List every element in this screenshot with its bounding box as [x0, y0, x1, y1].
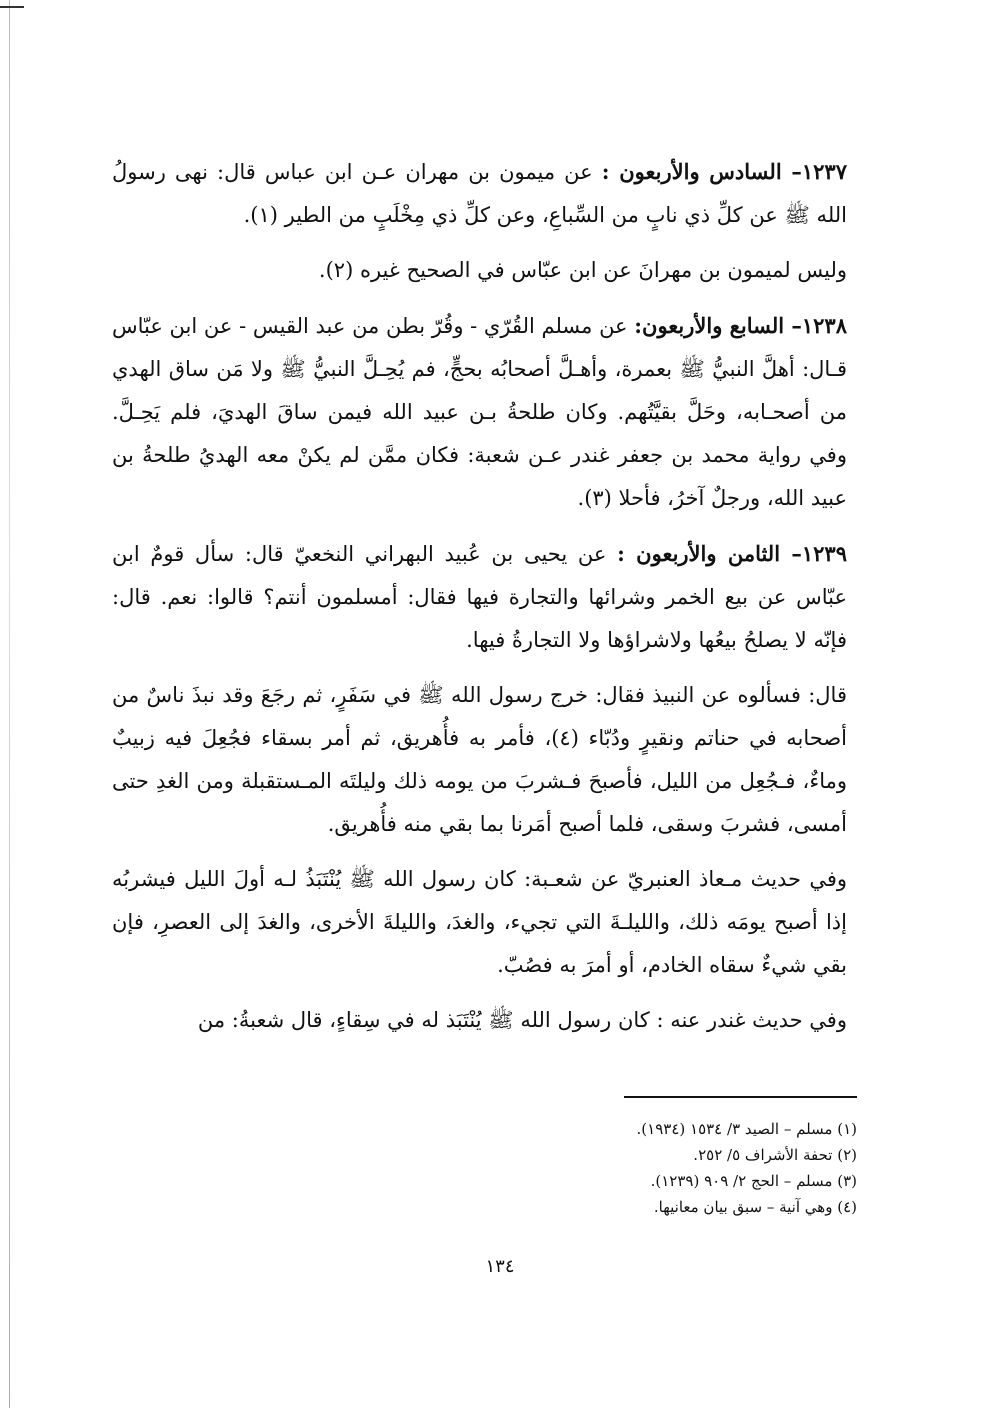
scan-corner-mark [0, 6, 24, 8]
paragraph-text: وفي حديث غندر عنه : كان رسول الله ﷺ يُنْتَبَذ له في سِقاءٍ، قال شعبةُ: من [197, 1008, 847, 1032]
continuation-paragraph [112, 674, 847, 846]
continuation-paragraph [112, 858, 847, 987]
continuation-paragraph [112, 999, 847, 1042]
footnote-item: (٢) تحفة الأشراف ٥/ ٢٥٢. [693, 1146, 857, 1164]
paragraph-text: وفي حديث مـعاذ العنبريّ عن شعـبة: كان رسول الله ﷺ يُنْتَبَذُ لـه أولَ الليل فيشربُه إذا أصبح يومَه ذلك، والليلـةَ التي تجيء، والغدَ، والليلةَ الأخرى، والغدَ إلى العصرِ، فإن بقي شيءٌ سقاه الخادم، أو أمرَ به فصُبّ. [112, 867, 847, 977]
hadith-text: عن ميمون بن مهران عـن ابن عباس قال: نهى رسولُ الله ﷺ عن كلِّ ذي نابٍ من السِّباعِ، وعن كلِّ ذي مِخْلَبٍ من الطير (١). [112, 160, 847, 227]
note-paragraph [112, 249, 847, 292]
footnotes [560, 1116, 857, 1220]
footnote-item: (١) مسلم – الصيد ٣/ ١٥٣٤ (١٩٣٤). [636, 1120, 857, 1138]
hadith-text: عن مسلم القُرّي - وقُرّ بطن من عبد القيس - عن ابن عبّاس قـال: أهلَّ النبيُّ ﷺ بعمرة، وأهـلَّ أصحابُه بحجٍّ، فم يُحِـلَّ النبيُّ ﷺ ولا مَن ساق الهدي من أصحـابه، وحَلَّ بقيَّتُهم. وكان طلحةُ بـن عبيد الله فيمن ساقَ الهديَ، فلم يَحِـلَّ. وفي رواية محمد بن جعفر غندر عـن شعبة: فكان ممَّن لم يكنْ معه الهديُ طلحةُ بن عبيد الله، ورجلٌ آخرُ، فأحلا (٣). [111, 314, 847, 510]
page-number: ١٣٤ [485, 1256, 515, 1277]
hadith-1237 [112, 150, 847, 237]
hadith-heading: ١٢٣٧– السادس والأربعون : [601, 159, 847, 184]
paragraph-text: وليس لميمون بن مهرانَ عن ابن عبّاس في الصحيح غيره (٢). [318, 258, 847, 282]
hadith-1238 [112, 304, 847, 520]
paragraph-text: قال: فسألوه عن النبيذ فقال: خرج رسول الله ﷺ في سَفَرٍ، ثم رجَعَ وقد نبذَ ناسٌ من أصحابه في حناتم ونقيرٍ ودُبّاء (٤)، فأمر به فأُهريق، ثم أمر بسقاء فجُعِلَ فيه زبيبٌ وماءٌ، فـجُعِل من الليل، فأصبحَ فـشربَ من يومه ذلك وليلتَه المـستقبلة ومن الغدِ حتى أمسى، فشربَ وسقى، فلما أصبح أمَرنا بما بقي منه فأُهريق. [112, 683, 847, 836]
footnote-item: (٣) مسلم – الحج ٢/ ٩٠٩ (١٢٣٩). [650, 1172, 857, 1190]
footnote-item: (٤) وهي آنية – سبق بيان معانيها. [653, 1198, 857, 1216]
hadith-text: عن يحيى بن عُبيد البهراني النخعيّ قال: سأل قومٌ ابن عبّاس عن بيع الخمر وشرائها والتجارة فيها فقال: أمسلمون أنتم؟ قالوا: نعم. قال: فإنّه لا يصلحُ بيعُها ولاشراؤها ولا التجارةُ فيها. [112, 542, 847, 652]
page-body [112, 150, 847, 1054]
scan-edge-line [9, 0, 10, 1408]
hadith-1239 [112, 532, 847, 662]
footnote-separator [624, 1096, 857, 1098]
hadith-heading: ١٢٣٨– السابع والأربعون: [634, 313, 847, 338]
hadith-heading: ١٢٣٩– الثامن والأربعون : [617, 541, 847, 566]
